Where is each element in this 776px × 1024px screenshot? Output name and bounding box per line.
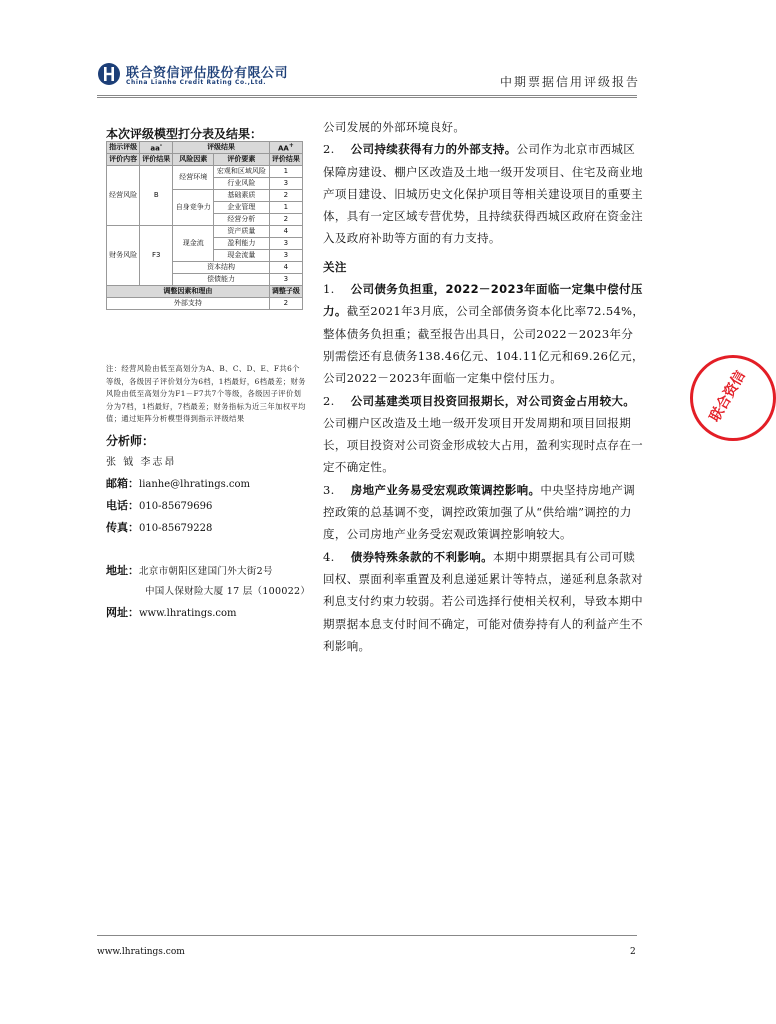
item-number: 3. bbox=[323, 482, 335, 497]
table-row bbox=[107, 298, 303, 310]
site-line bbox=[106, 604, 237, 620]
col-header: 风险因素 bbox=[173, 154, 214, 166]
rating-scorecard-table bbox=[106, 141, 303, 310]
concern-1-heading: 公司债务负担重，2022－2023年面临一定集中偿付压力。 bbox=[323, 282, 643, 319]
right-column bbox=[323, 116, 645, 657]
email-line bbox=[106, 475, 250, 491]
adjust-item: 外部支持 bbox=[107, 298, 270, 310]
cell-item: 盈利能力 bbox=[214, 238, 270, 250]
analysts-title: 分析师： bbox=[106, 434, 155, 448]
adjust-sub-label: 调整子级 bbox=[269, 286, 302, 298]
item-number: 2. bbox=[323, 142, 335, 157]
cell-score: 4 bbox=[269, 262, 302, 274]
strength-2-text: 公司作为北京市西城区保障房建设、棚户区改造及土地一级开发项目、住宅及商业地产项目建设、旧城历史文化保护项目等相关建设项目的重要主体，具有一定区域专营优势，且持续获得西城区政府在资金注入及政府补助等方面的有力支持。 bbox=[323, 142, 643, 246]
cell-score: 3 bbox=[269, 238, 302, 250]
item-number: 1. bbox=[323, 282, 335, 297]
cell-score: 3 bbox=[269, 178, 302, 190]
result-value: AA+ bbox=[269, 142, 302, 154]
concern-2-heading: 公司基建类项目投资回报期长，对公司资金占用较大。 bbox=[350, 393, 636, 408]
email-value[interactable]: lianhe@lhratings.com bbox=[139, 479, 251, 490]
table-row bbox=[107, 154, 303, 166]
table-row bbox=[107, 166, 303, 178]
concern-3 bbox=[323, 479, 645, 546]
site-value[interactable]: www.lhratings.com bbox=[139, 608, 237, 619]
col-header: 评价内容 bbox=[107, 154, 140, 166]
concern-1 bbox=[323, 278, 645, 389]
fax-line bbox=[106, 519, 212, 535]
col-header: 评价要素 bbox=[214, 154, 270, 166]
result-label: 评级结果 bbox=[173, 142, 269, 154]
intro-text: 公司发展的外部环境良好。 bbox=[323, 120, 466, 134]
report-title: 中期票据信用评级报告 bbox=[500, 75, 641, 89]
table-row bbox=[107, 226, 303, 238]
cell-item: 资本结构 bbox=[173, 262, 269, 274]
address-value-1: 北京市朝阳区建国门外大街2号 bbox=[139, 566, 273, 577]
cell-score: 4 bbox=[269, 226, 302, 238]
cell-item: 经营分析 bbox=[214, 214, 270, 226]
page-number: 2 bbox=[630, 947, 636, 957]
table-row bbox=[107, 142, 303, 154]
strength-2-heading: 公司持续获得有力的外部支持。 bbox=[350, 142, 517, 157]
footer-divider bbox=[97, 935, 637, 936]
company-logo-icon bbox=[97, 62, 121, 86]
email-label: 邮箱： bbox=[106, 477, 139, 490]
company-name-cn: 联合资信评估股份有限公司 bbox=[126, 66, 289, 81]
scorecard-note: 注：经营风险由低至高划分为A、B、C、D、E、F共6个等级，各级因子评价划分为6档，1档最好，6档最差；财务风险由低至高划分为F1－F7共7个等级，各级因子评价划分为7档，1档最好，7档最差；财务指标为近三年加权平均值；通过矩阵分析模型得到指示评级结果 bbox=[106, 364, 306, 423]
cell-item: 企业管理 bbox=[214, 202, 270, 214]
address-line bbox=[106, 562, 273, 578]
concern-2-text: 公司棚户区改造及土地一级开发项目开发周期和项目回报期长，项目投资对公司资金形成较大占用，盈利实现时点存在一定不确定性。 bbox=[323, 415, 643, 475]
concern-3-heading: 房地产业务易受宏观政策调控影响。 bbox=[350, 482, 541, 497]
cell-factor: 经营环境 bbox=[173, 166, 214, 190]
concern-3-text: 中央坚持房地产调控政策的总基调不变，调控政策加强了从“供给端”调控的力度，公司房地产业务受宏观政策调控影响较大。 bbox=[323, 482, 636, 542]
seal-text: 联合资信 bbox=[706, 368, 749, 425]
indicator-label: 指示评级 bbox=[107, 142, 140, 154]
cell-score: 2 bbox=[269, 190, 302, 202]
indicator-value: aa- bbox=[140, 142, 173, 154]
site-label: 网址： bbox=[106, 606, 139, 619]
concern-4-text: 本期中期票据具有公司可赎回权、票面利率重置及利息递延累计等特点，递延利息条款对利息支付约束力较弱。若公司选择行使相关权利，导致本期中期票据本息支付时间不确定，可能对债券持有人的利益产生不利影响。 bbox=[323, 549, 643, 653]
cell-item: 基础素质 bbox=[214, 190, 270, 202]
concern-4-heading: 债券特殊条款的不利影响。 bbox=[350, 549, 493, 564]
header-divider bbox=[97, 95, 637, 96]
cell-result: F3 bbox=[140, 226, 173, 286]
address-value-2: 中国人保财险大厦 17 层（100022） bbox=[145, 586, 311, 597]
cell-item: 偿债能力 bbox=[173, 274, 269, 286]
adjust-value: 2 bbox=[269, 298, 302, 310]
cell-score: 1 bbox=[269, 202, 302, 214]
cell-factor: 自身竞争力 bbox=[173, 190, 214, 226]
fax-value: 010-85679228 bbox=[139, 523, 213, 534]
analysts-names: 张 钺 李志昂 bbox=[106, 457, 177, 468]
focus-title: 关注 bbox=[323, 259, 347, 274]
cell-factor: 现金流 bbox=[173, 226, 214, 262]
phone-label: 电话： bbox=[106, 499, 139, 512]
cell-score: 2 bbox=[269, 214, 302, 226]
concern-1-text: 截至2021年3月底，公司全部债务资本化比率72.54%，整体债务负担重；截至报告出具日，公司2022－2023年分别需偿还有息债务138.46亿元、104.11亿元和69.26亿元，公司2022－2023年面临一定集中偿付压力。 bbox=[323, 304, 645, 386]
cell-content: 财务风险 bbox=[107, 226, 140, 286]
cell-score: 3 bbox=[269, 250, 302, 262]
address-label: 地址： bbox=[106, 564, 139, 577]
company-seal-stamp bbox=[690, 355, 776, 441]
item-number: 2. bbox=[323, 393, 335, 408]
cell-item: 行业风险 bbox=[214, 178, 270, 190]
cell-item: 宏观和区域风险 bbox=[214, 166, 270, 178]
col-header: 评价结果 bbox=[269, 154, 302, 166]
adjust-label: 调整因素和理由 bbox=[107, 286, 270, 298]
cell-score: 1 bbox=[269, 166, 302, 178]
cell-content: 经营风险 bbox=[107, 166, 140, 226]
company-name-en: China Lianhe Credit Rating Co.,Ltd. bbox=[126, 79, 267, 86]
header-divider-2 bbox=[97, 97, 637, 98]
item-number: 4. bbox=[323, 549, 335, 564]
footer-url[interactable]: www.lhratings.com bbox=[97, 947, 185, 957]
phone-line bbox=[106, 497, 212, 513]
cell-score: 3 bbox=[269, 274, 302, 286]
concern-4 bbox=[323, 546, 645, 657]
strength-2 bbox=[323, 138, 645, 249]
fax-label: 传真： bbox=[106, 521, 139, 534]
phone-value: 010-85679696 bbox=[139, 501, 213, 512]
scorecard-title: 本次评级模型打分表及结果： bbox=[106, 127, 263, 141]
cell-item: 现金流量 bbox=[214, 250, 270, 262]
cell-item: 资产质量 bbox=[214, 226, 270, 238]
concern-2 bbox=[323, 390, 645, 479]
table-row bbox=[107, 286, 303, 298]
col-header: 评价结果 bbox=[140, 154, 173, 166]
cell-result: B bbox=[140, 166, 173, 226]
